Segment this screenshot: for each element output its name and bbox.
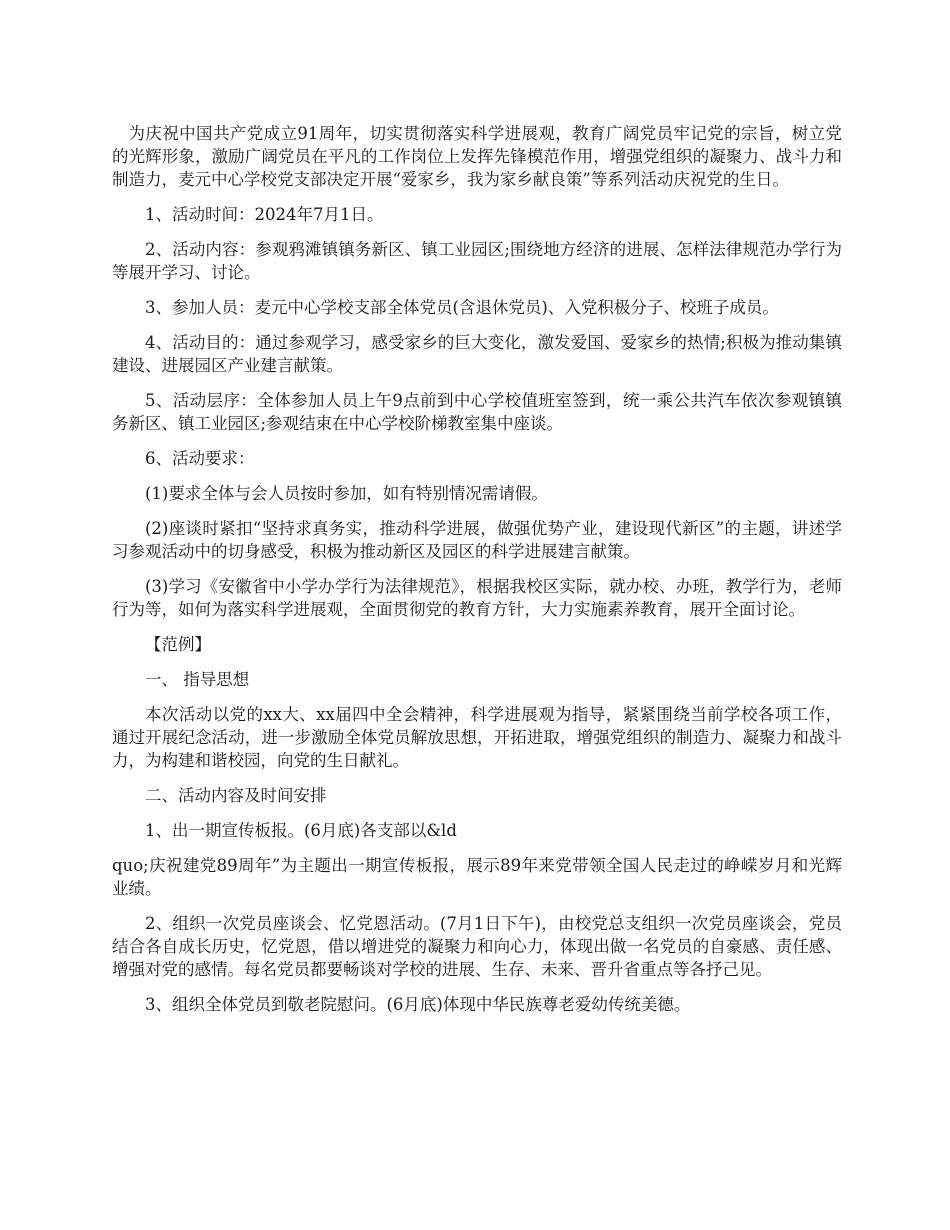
requirement-2: (2)座谈时紧扣“坚持求真务实，推动科学进展，做强优势产业，建设现代新区”的主题，讲述学习参观活动中的切身感受，积极为推动新区及园区的科学进展建言献策。 <box>112 519 842 561</box>
section-guiding-thought: 一、 指导思想 <box>145 670 250 689</box>
activity-time: 1、活动时间：2024年7月1日。 <box>145 205 384 224</box>
activity-sequence: 5、活动层序：全体参加人员上午9点前到中心学校值班室签到，统一乘公共汽车依次参观镇镇务新区、镇工业园区;参观结束在中心学校阶梯教室集中座谈。 <box>112 391 842 433</box>
activity-content: 2、活动内容：参观鸦滩镇镇务新区、镇工业园区;围绕地方经济的进展、怎样法律规范办学行为等展开学习、讨论。 <box>112 240 842 282</box>
schedule-item-2: 2、组织一次党员座谈会、忆党恩活动。(7月1日下午)，由校党总支组织一次党员座谈会，党员结合各自成长历史，忆党恩，借以增进党的凝聚力和向心力，体现出做一名党员的自豪感、责任感、增强对党的感情。每名党员都要畅谈对学校的进展、生存、未来、晋升省重点等各抒己见。 <box>112 914 842 979</box>
schedule-item-1: 1、出一期宣传板报。(6月底)各支部以&ld <box>145 821 457 840</box>
intro-paragraph: 为庆祝中国共产党成立91周年，切实贯彻落实科学进展观，教育广阔党员牢记党的宗旨，树立党的光辉形象，激励广阔党员在平凡的工作岗位上发挥先锋模范作用，增强党组织的凝聚力、战斗力和制造力，麦元中心学校党支部决定开展“爱家乡，我为家乡献良策”等系列活动庆祝党的生日。 <box>112 124 842 189</box>
schedule-item-1-continued: quo;庆祝建党89周年”为主题出一期宣传板报，展示89年来党带领全国人民走过的峥嵘岁月和光辉业绩。 <box>112 856 842 898</box>
activity-requirements-heading: 6、活动要求： <box>145 449 255 468</box>
guiding-thought-text: 本次活动以党的xx大、xx届四中全会精神，科学进展观为指导，紧紧围绕当前学校各项工作，通过开展纪念活动，进一步激励全体党员解放思想，开拓进取，增强党组织的制造力、凝聚力和战斗力，为构建和谐校园，向党的生日献礼。 <box>112 705 842 770</box>
section-activity-schedule: 二、活动内容及时间安排 <box>145 786 327 805</box>
example-heading: 【范例】 <box>145 635 211 654</box>
requirement-3: (3)学习《安徽省中小学办学行为法律规范》，根据我校区实际，就办校、办班，教学行为，老师行为等，如何为落实科学进展观，全面贯彻党的教育方针，大力实施素养教育，展开全面讨论。 <box>112 577 842 619</box>
participants: 3、参加人员：麦元中心学校支部全体党员(含退休党员)、入党积极分子、校班子成员。 <box>145 298 779 317</box>
document-body <box>112 122 842 1028</box>
schedule-item-3: 3、组织全体党员到敬老院慰问。(6月底)体现中华民族尊老爱幼传统美德。 <box>145 995 691 1014</box>
requirement-1: (1)要求全体与会人员按时参加，如有特别情况需请假。 <box>145 484 548 503</box>
activity-purpose: 4、活动目的：通过参观学习，感受家乡的巨大变化，激发爱国、爱家乡的热情;积极为推动集镇建设、进展园区产业建言献策。 <box>112 333 842 375</box>
